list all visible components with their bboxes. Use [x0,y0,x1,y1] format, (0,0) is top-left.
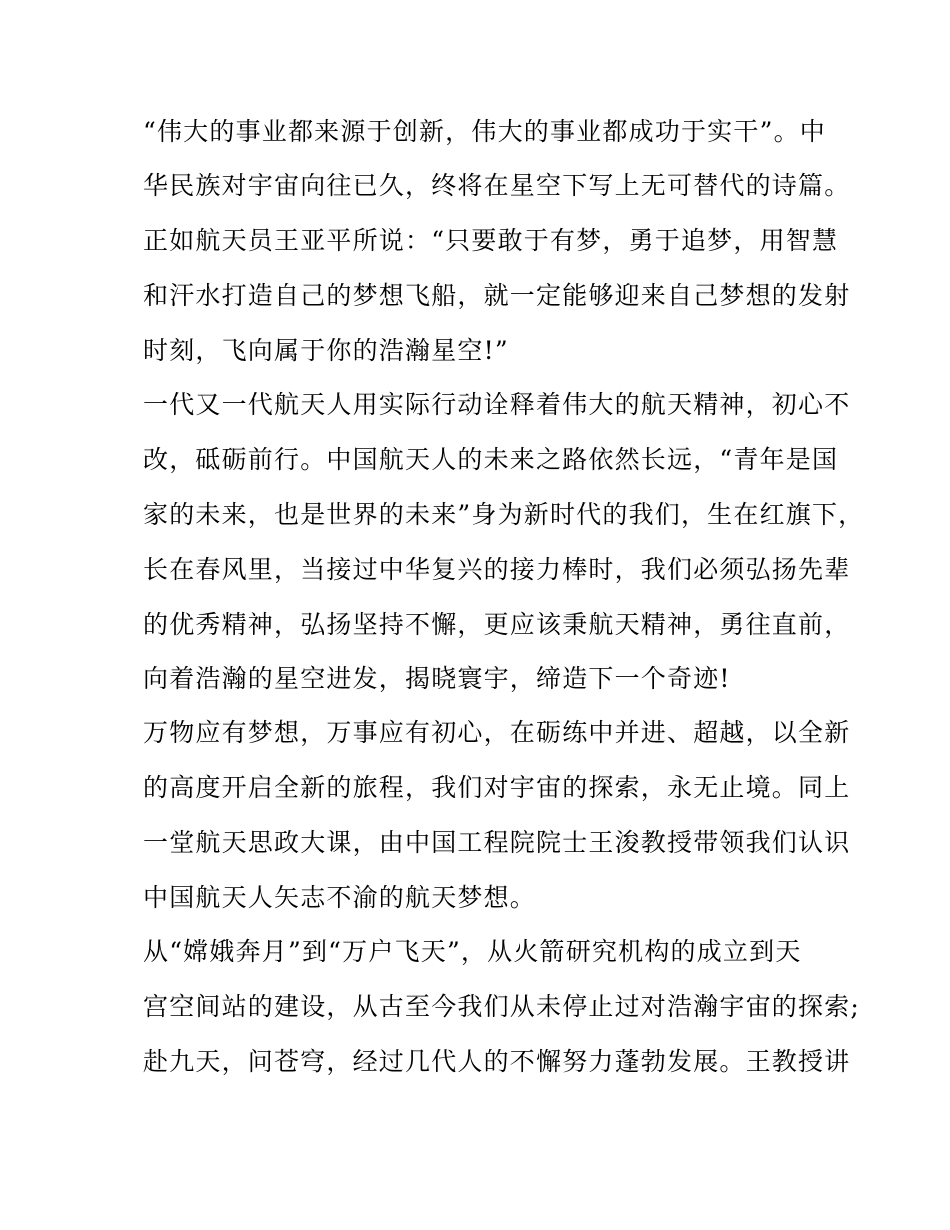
paragraph-4-line-1: 从“嫦娥奔月”到“万户飞天”，从火箭研究机构的成立到天 [143,937,802,966]
paragraph-1-line-1: “伟大的事业都来源于创新，伟大的事业都成功于实干”。中 [143,117,826,146]
paragraph-4-line-3: 赴九天，问苍穹，经过几代人的不懈努力蓬勃发展。王教授讲 [143,1047,851,1076]
paragraph-1-line-5: 时刻，飞向属于你的浩瀚星空!” [143,336,509,365]
paragraph-4-line-2: 宫空间站的建设，从古至今我们从未停止过对浩瀚宇宙的探索; [143,992,861,1021]
paragraph-2-line-1: 一代又一代航天人用实际行动诠释着伟大的航天精神，初心不 [143,390,851,419]
paragraph-2-line-2: 改，砥砺前行。中国航天人的未来之路依然长远，“青年是国 [143,445,839,474]
paragraph-1-line-3: 正如航天员王亚平所说：“只要敢于有梦，勇于追梦，用智慧 [143,226,839,255]
paragraph-1-line-2: 华民族对宇宙向往已久，终将在星空下写上无可替代的诗篇。 [143,171,851,200]
paragraph-2-line-4: 长在春风里，当接过中华复兴的接力棒时，我们必须弘扬先辈 [143,555,851,584]
paragraph-3-line-1: 万物应有梦想，万事应有初心，在砺练中并进、超越，以全新 [143,718,851,747]
paragraph-2-line-5: 的优秀精神，弘扬坚持不懈，更应该秉航天精神，勇往直前， [143,610,851,639]
paragraph-1-line-4: 和汗水打造自己的梦想飞船，就一定能够迎来自己梦想的发射 [143,281,851,310]
paragraph-2-line-6: 向着浩瀚的星空进发，揭晓寰宇，缔造下一个奇迹! [143,664,731,693]
paragraph-3-line-3: 一堂航天思政大课，由中国工程院院士王浚教授带领我们认识 [143,828,851,857]
paragraph-3-line-2: 的高度开启全新的旅程，我们对宇宙的探索，永无止境。同上 [143,773,851,802]
paragraph-2-line-3: 家的未来，也是世界的未来”身为新时代的我们，生在红旗下， [143,500,865,529]
paragraph-3-line-4: 中国航天人矢志不渝的航天梦想。 [143,883,537,912]
